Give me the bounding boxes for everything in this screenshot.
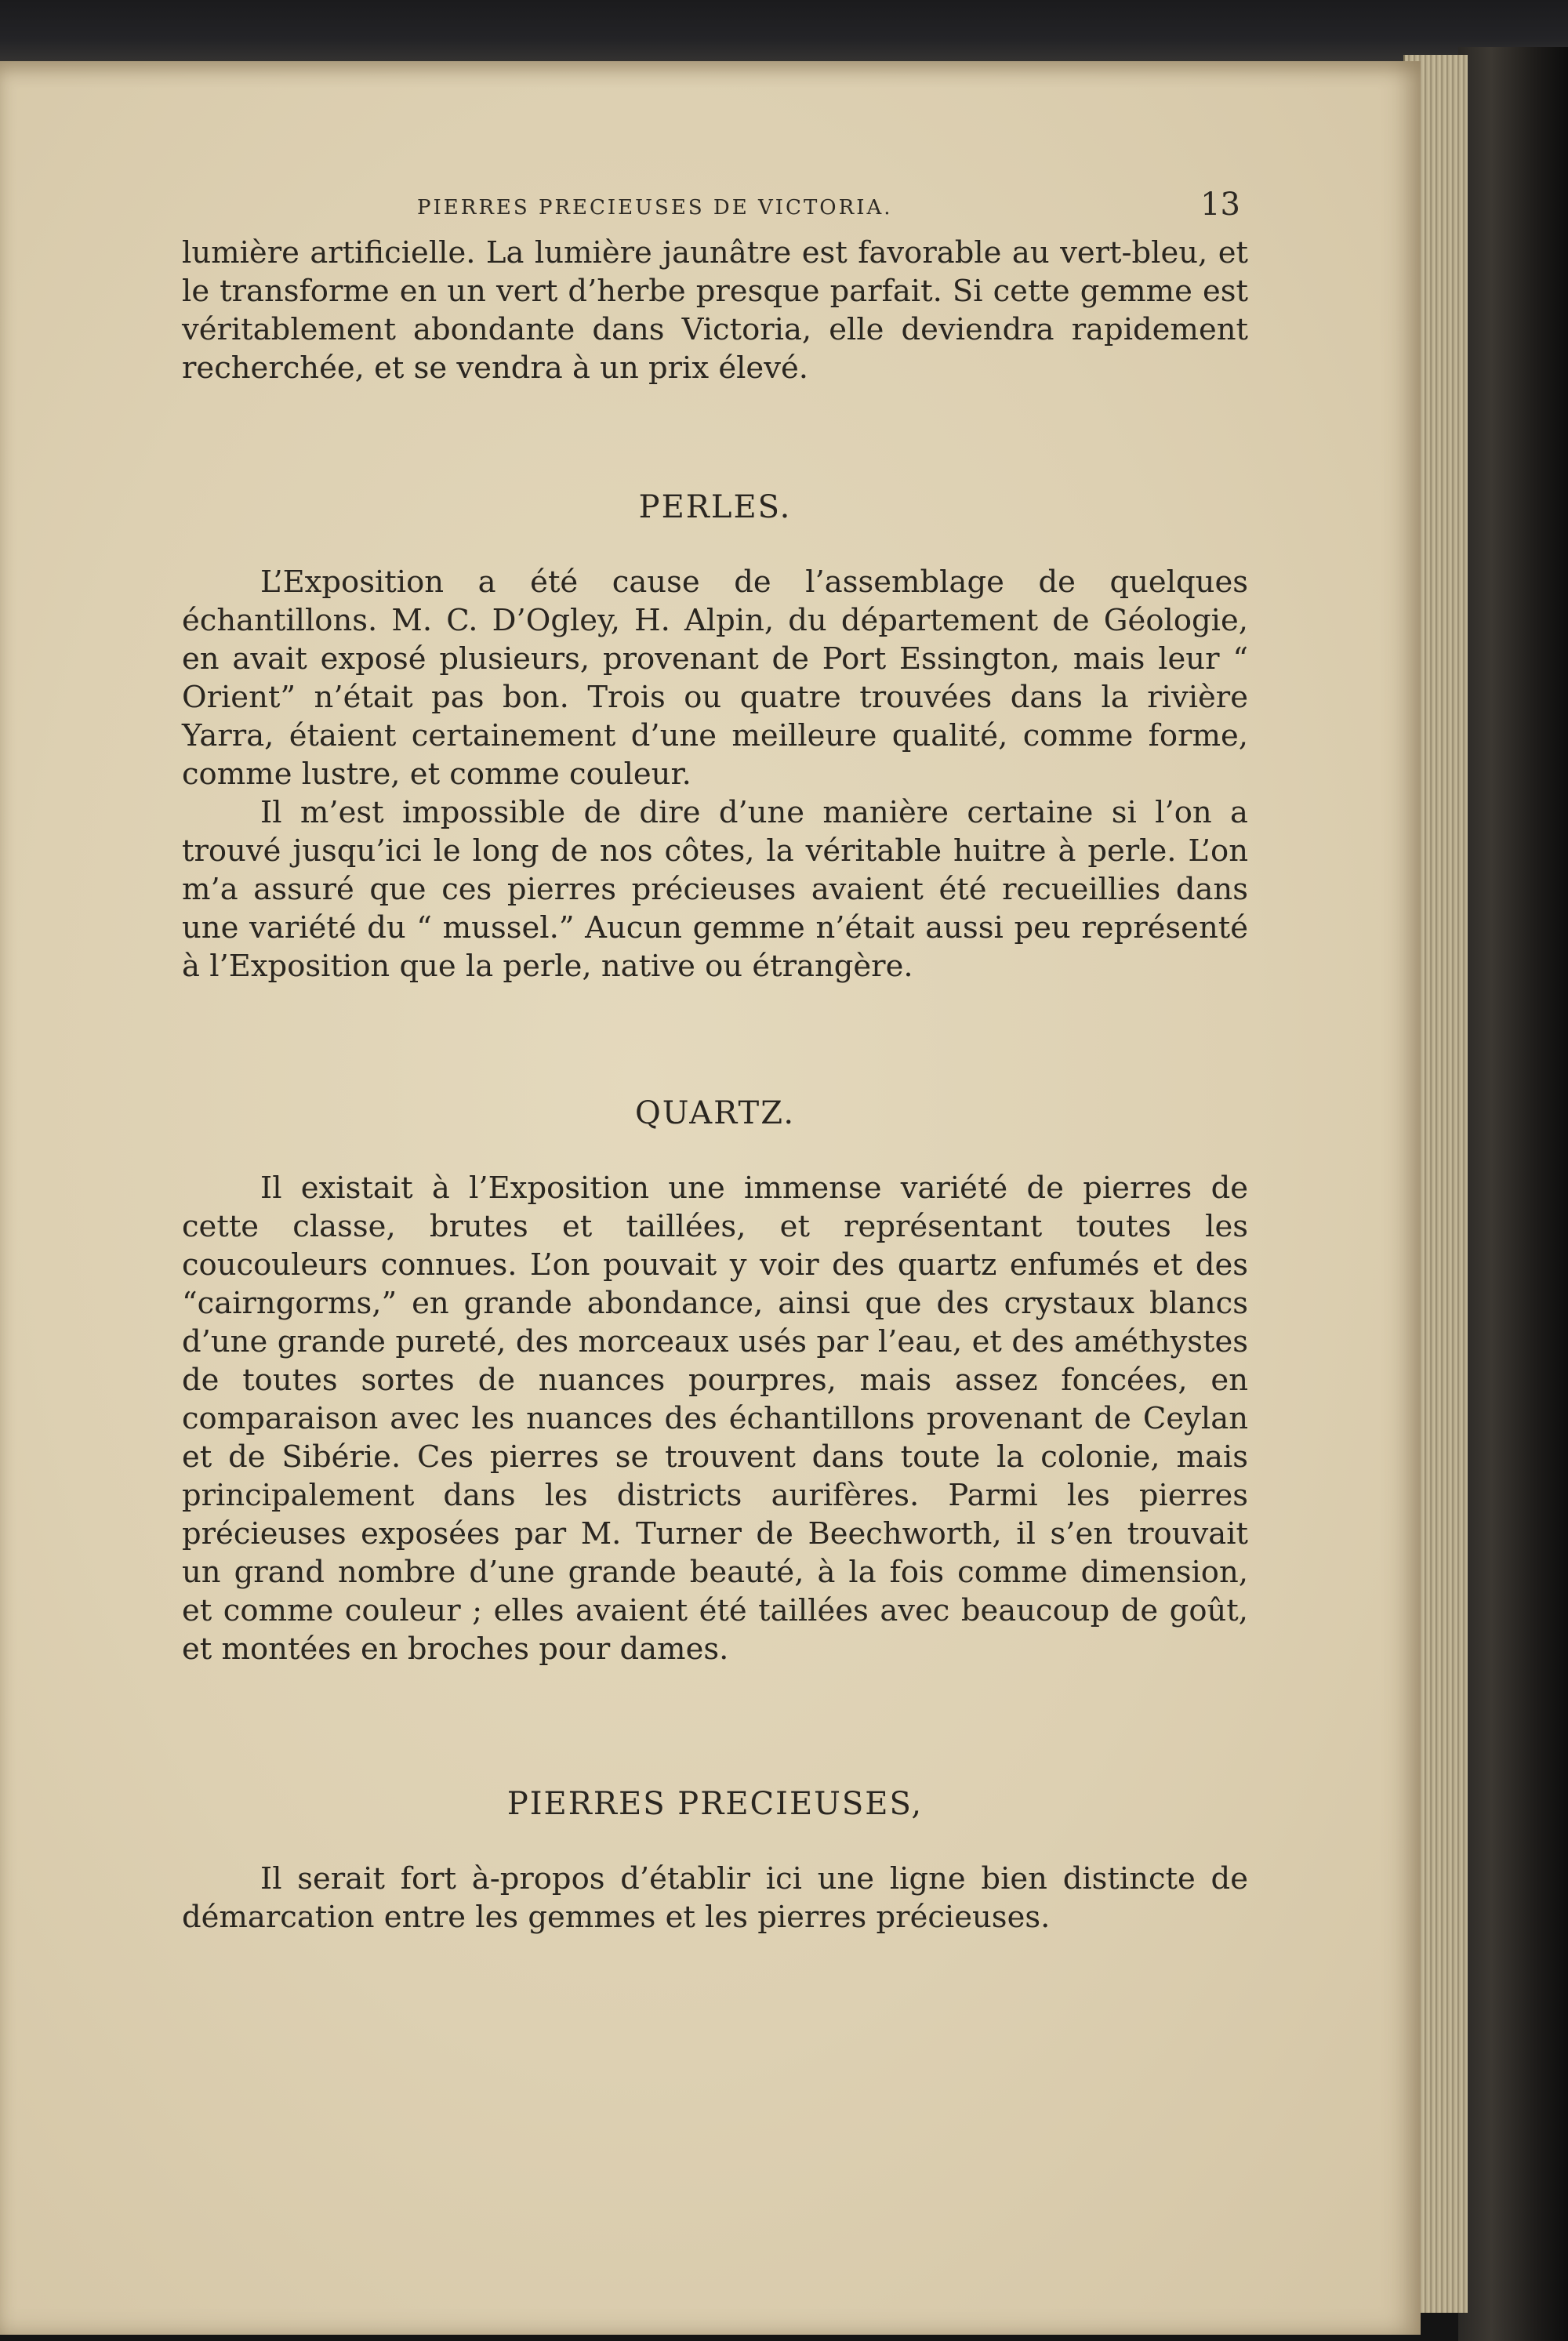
running-title: PIERRES PRECIEUSES DE VICTORIA.	[417, 196, 893, 220]
pierres-paragraph-1: Il serait fort à-propos d’établir ici une ligne bien distincte de démarcation entre les gemmes et les pierres précieuses.	[182, 1861, 1248, 1935]
book-binding-top	[0, 0, 1568, 71]
page-number: 13	[1200, 187, 1240, 223]
perles-paragraph-2: Il m’est impossible de dire d’une manière certaine si l’on a trouvé jusqu’ici le long de nos côtes, la véritable huitre à perle. L’on m’a assuré que ces pierres précieuses avaient été recueillies dans une variété du “ mussel.” Aucun gemme n’était aussi peu représenté à l’Exposition que la perle, native ou étrangère.	[182, 795, 1248, 984]
page	[0, 61, 1421, 2335]
section-heading-quartz: QUARTZ.	[634, 1095, 796, 1131]
text-block	[182, 179, 1248, 1936]
section-heading-perles: PERLES.	[638, 489, 792, 525]
quartz-paragraph-1: Il existait à l’Exposition une immense variété de pierres de cette classe, brutes et taillées, et représentant toutes les coucouleurs connues. L’on pouvait y voir des quartz enfumés et des “cairngorms,” en grande abondance, ainsi que des crystaux blancs d’une grande pureté, des morceaux usés par l’eau, et des améthystes de toutes sortes de nuances pourpres, mais assez foncées, en comparaison avec les nuances des échantillons provenant de Ceylan et de Sibérie. Ces pierres se trouvent dans toute la colonie, mais principalement dans les districts aurifères. Parmi les pierres précieuses exposées par M. Turner de Beechworth, il s’en trouvait un grand nombre d’une grande beauté, à la fois comme dimension, et comme couleur ; elles avaient été taillées avec beaucoup de goût, et montées en broches pour dames.	[182, 1170, 1248, 1667]
book-fore-edge	[1458, 47, 1568, 2341]
intro-paragraph: lumière artificielle. La lumière jaunâtre est favorable au vert-bleu, et le transforme en un vert d’herbe presque parfait. Si cette gemme est véritablement abondante dans Victoria, elle deviendra rapidement recherchée, et se vendra à un prix élevé.	[182, 235, 1248, 386]
running-head	[182, 179, 1248, 234]
perles-paragraph-1: L’Exposition a été cause de l’assemblage de quelques échantillons. M. C. D’Ogley, H. Alpin, du département de Géologie, en avait exposé plusieurs, provenant de Port Essington, mais leur “ Orient” n’était pas bon. Trois ou quatre trouvées dans la rivière Yarra, étaient certainement d’une meilleure qualité, comme forme, comme lustre, et comme couleur.	[182, 564, 1248, 792]
section-heading-pierres-precieuses: PIERRES PRECIEUSES,	[506, 1786, 924, 1822]
